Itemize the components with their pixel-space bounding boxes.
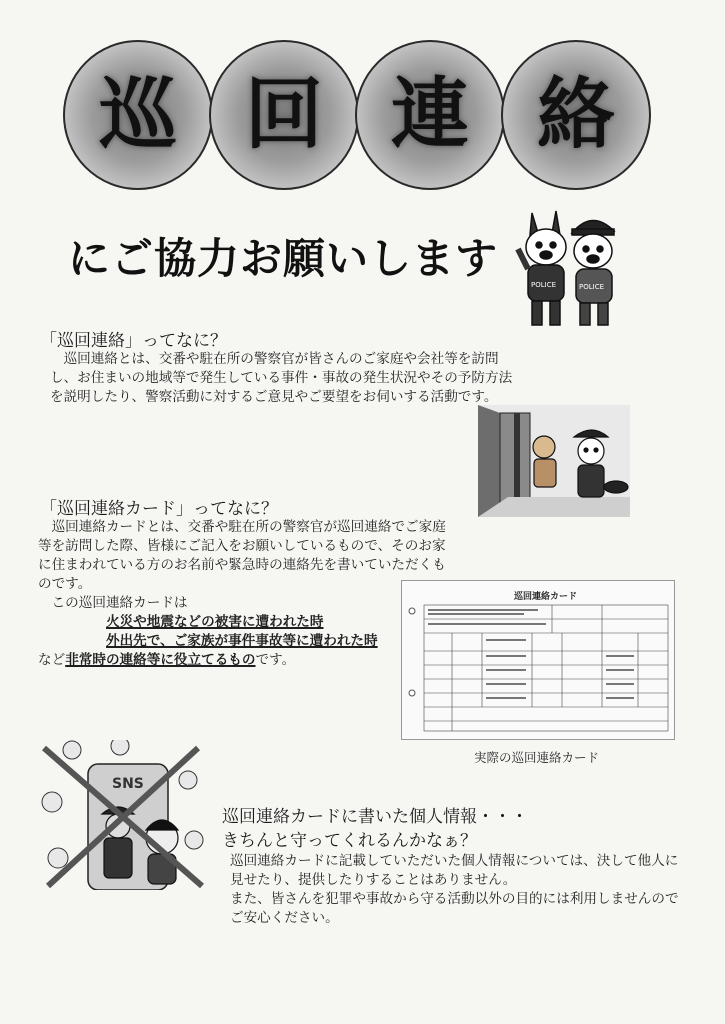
section2-lead: この巡回連絡カードは xyxy=(51,595,188,611)
section2-heading: 「巡回連絡カード」ってなに？ xyxy=(40,499,278,519)
section1-heading: 「巡回連絡」ってなに？ xyxy=(40,331,227,351)
title-circle-1 xyxy=(63,40,213,190)
section3-body xyxy=(230,852,690,928)
section1-paragraph: 巡回連絡とは、交番や駐在所の警察官が皆さんのご家庭や会社等を訪問し、お住まいの地域等で発生している事件・事故の発生状況やその予防方法を説明したり、警察活動に対するご意見やご要望をお伺いする活動です。 xyxy=(50,351,513,405)
section2-tail-prefix: など xyxy=(38,652,66,668)
section3-heading-line2: きちんと守ってくれるんかなぁ？ xyxy=(222,831,477,851)
mascot-left xyxy=(518,211,566,325)
section2-body xyxy=(38,518,458,670)
section1-body xyxy=(50,350,518,407)
section2-emphasis-2: 外出先で、ご家族が事件事故等に遭われた時 xyxy=(106,633,378,649)
card-form-title: 巡回連絡カード xyxy=(514,592,578,602)
sns-phone-illustration xyxy=(38,740,208,890)
title-char-2: 回 xyxy=(244,70,323,160)
title-circle-4 xyxy=(501,40,651,190)
title-circle-2 xyxy=(209,40,359,190)
section2-tail-suffix: です。 xyxy=(255,652,296,668)
title-char-3: 連 xyxy=(390,70,469,160)
resident-figure xyxy=(533,436,556,487)
title-char-4: 絡 xyxy=(536,70,615,160)
section3-paragraph-2: また、皆さんを犯罪や事故から守る活動以外の目的には利用しませんのでご安心ください。 xyxy=(230,891,679,926)
section2-paragraph: 巡回連絡カードとは、交番や駐在所の警察官が巡回連絡でご家庭等を訪問した際、皆様にご記入をお願いしているもので、そのお家に住まわれている方のお名前や緊急時の連絡先を書いていただくものです。 xyxy=(38,519,446,592)
home-visit-illustration xyxy=(478,405,630,517)
title-circle-3 xyxy=(355,40,505,190)
page-subtitle: にご協力お願いします xyxy=(68,234,499,283)
sns-label: SNS xyxy=(112,776,144,792)
card-form-graphic xyxy=(402,581,674,739)
card-caption: 実際の巡回連絡カード xyxy=(474,750,600,765)
section2-emphasis-1: 火災や地震などの被害に遭われた時 xyxy=(106,614,324,630)
section2-tail-emphasis: 非常時の連絡等に役立てるもの xyxy=(65,652,256,668)
section3-paragraph-1: 巡回連絡カードに記載していただいた個人情報については、決して他人に見せたり、提供したりすることはありません。 xyxy=(230,853,679,888)
mascot-right xyxy=(572,220,614,325)
title-char-1: 巡 xyxy=(98,70,177,160)
section3-heading-line1: 巡回連絡カードに書いた個人情報・・・ xyxy=(222,807,528,827)
mascot-left-label: POLICE xyxy=(531,281,557,289)
mascot-right-label: POLICE xyxy=(579,283,605,291)
card-sample-image xyxy=(401,580,675,740)
section2-tail xyxy=(38,651,458,670)
police-mascots-illustration xyxy=(512,205,627,330)
